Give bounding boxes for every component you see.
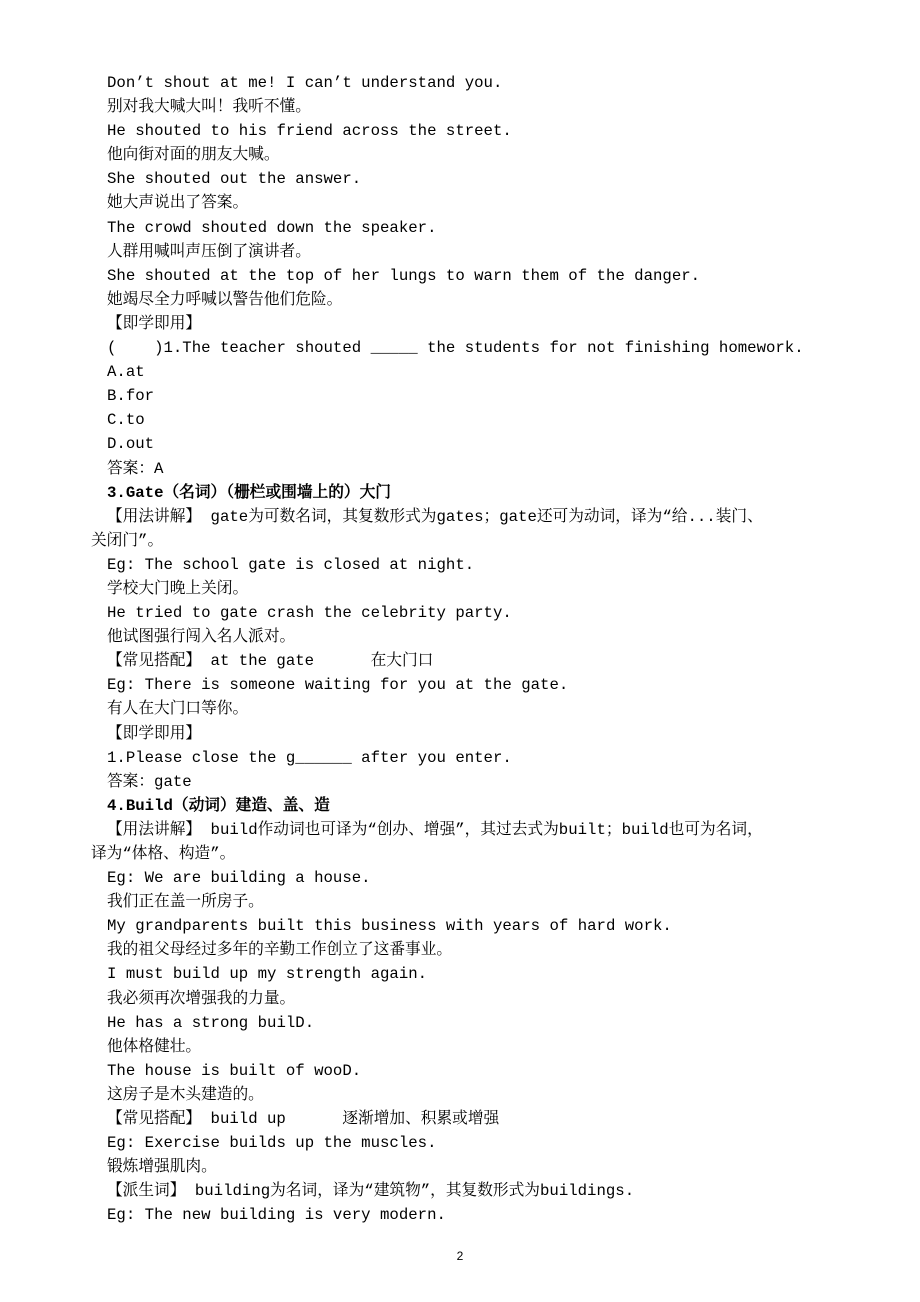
text-line: 有人在大门口等你。 bbox=[107, 700, 249, 719]
text-line: 【即学即用】 bbox=[107, 724, 202, 743]
page-number: 2 bbox=[456, 1249, 464, 1263]
text-line: 1.Please close the g______ after you enter. bbox=[107, 748, 512, 767]
text-line: 答案：A bbox=[107, 459, 164, 478]
text-line: My grandparents built this business with years of hard work. bbox=[107, 917, 672, 936]
document-body bbox=[91, 71, 851, 1228]
text-line: 【常见搭配】 build up 逐渐增加、积累或增强 bbox=[107, 1110, 500, 1129]
text-line: 他试图强行闯入名人派对。 bbox=[107, 628, 296, 647]
text-line: 关闭门”。 bbox=[91, 531, 164, 550]
text-line: C.to bbox=[107, 411, 145, 430]
text-line: The crowd shouted down the speaker. bbox=[107, 218, 437, 237]
text-line: 答案：gate bbox=[107, 772, 192, 791]
text-line: 他向街对面的朋友大喊。 bbox=[107, 146, 280, 165]
text-line: She shouted out the answer. bbox=[107, 170, 362, 189]
text-line: He has a strong builD. bbox=[107, 1013, 315, 1032]
text-line: Eg: The new building is very modern. bbox=[107, 1206, 446, 1225]
text-line: 他体格健壮。 bbox=[107, 1037, 202, 1056]
text-line: She shouted at the top of her lungs to warn them of the danger. bbox=[107, 266, 701, 285]
text-line: B.for bbox=[107, 387, 155, 406]
text-line: 我必须再次增强我的力量。 bbox=[107, 989, 296, 1008]
text-line: Eg: The school gate is closed at night. bbox=[107, 555, 475, 574]
text-line: He shouted to his friend across the street. bbox=[107, 122, 512, 141]
text-line: 人群用喊叫声压倒了演讲者。 bbox=[107, 242, 311, 261]
text-line: 这房子是木头建造的。 bbox=[107, 1085, 264, 1104]
text-line: I must build up my strength again. bbox=[107, 965, 428, 984]
text-line: 【常见搭配】 at the gate 在大门口 bbox=[107, 652, 434, 671]
text-line: Don’t shout at me! I can’t understand you. bbox=[107, 74, 503, 92]
text-line: 锻炼增强肌肉。 bbox=[107, 1158, 217, 1177]
text-line: 她竭尽全力呼喊以警告他们危险。 bbox=[107, 290, 343, 309]
text-line: Eg: We are building a house. bbox=[107, 869, 371, 888]
text-line: A.at bbox=[107, 363, 145, 382]
section-heading: 3.Gate（名词）（栅栏或围墙上的）大门 bbox=[107, 483, 391, 502]
text-line: 我们正在盖一所房子。 bbox=[107, 893, 264, 912]
text-line: 【派生词】 building为名词，译为“建筑物”，其复数形式为buildings. bbox=[107, 1182, 635, 1201]
section-heading: 4.Build（动词）建造、盖、造 bbox=[107, 796, 330, 815]
text-line: 【用法讲解】 build作动词也可译为“创办、增强”，其过去式为built；build也可为名词， bbox=[107, 820, 763, 839]
text-line: 【用法讲解】 gate为可数名词，其复数形式为gates；gate还可为动词，译为“给...装门、 bbox=[107, 507, 763, 526]
text-line: Eg: There is someone waiting for you at the gate. bbox=[107, 676, 569, 695]
text-line: The house is built of wooD. bbox=[107, 1061, 362, 1080]
text-line: He tried to gate crash the celebrity party. bbox=[107, 604, 512, 623]
text-line: 学校大门晚上关闭。 bbox=[107, 579, 249, 598]
text-line: 别对我大喊大叫！我听不懂。 bbox=[107, 98, 311, 117]
text-line: 【即学即用】 bbox=[107, 314, 202, 333]
text-line: D.out bbox=[107, 435, 155, 454]
text-line: 我的祖父母经过多年的辛勤工作创立了这番事业。 bbox=[107, 941, 453, 960]
text-line: Eg: Exercise builds up the muscles. bbox=[107, 1134, 437, 1153]
text-line: 她大声说出了答案。 bbox=[107, 194, 249, 213]
text-line: 译为“体格、构造”。 bbox=[91, 845, 236, 863]
text-line: ( )1.The teacher shouted _____ the students for not finishing homework. bbox=[107, 339, 804, 358]
